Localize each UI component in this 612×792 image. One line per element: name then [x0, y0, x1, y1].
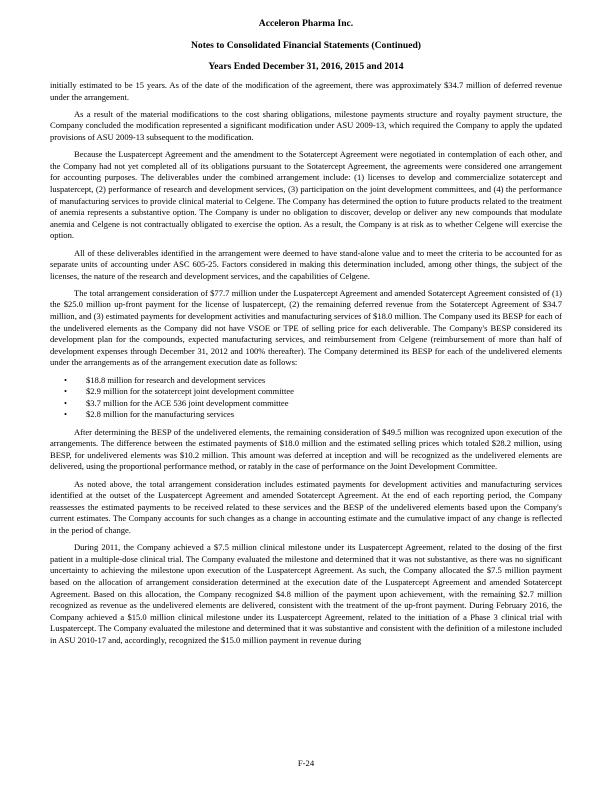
- paragraph-6: After determining the BESP of the undelivered elements, the remaining consideration of $49.5 million was recognized upon execution of the arrangements. The difference between the estimated payments of $18.0 million and the estimated selling prices which totaled $28.2 million, using BESP, for undelivered elements was $10.2 million. This amount was deferred at inception and will be recognized as the undelivered elements are delivered, using the proportional performance method, or ratably in the case of performance on the Joint Development Committee.: [50, 426, 562, 472]
- bullet-item: [50, 409, 562, 421]
- paragraph-5: The total arrangement consideration of $77.7 million under the Luspatercept Agreement and amended Sotatercept Agreement consisted of (1) the $25.0 million up-front payment for the license of luspatercept, (2) the remaining deferred revenue from the Sotatercept Agreement of $34.7 million, and (3) estimated payments for development activities and manufacturing services of $18.0 million. The Company used its BESP for each of the undelivered elements as the Company did not have VSOE or TPE of selling price for each deliverable. The Company's BESP considered its development plan for the compounds, expected manufacturing services, and reimbursement from Celgene (reimbursement of more than half of development expenses through December 31, 2012 and 100% thereafter). The Company determined its BESP for each of the undelivered elements under the arrangements as of the arrangement execution date as follows:: [50, 287, 562, 368]
- besp-bullet-list: [50, 375, 562, 421]
- company-name: Acceleron Pharma Inc.: [258, 18, 354, 29]
- statement-period: Years Ended December 31, 2016, 2015 and 2014: [208, 61, 404, 72]
- bullet-text: $2.8 million for the manufacturing services: [86, 409, 235, 420]
- bullet-icon: •: [64, 386, 67, 397]
- bullet-item: [50, 386, 562, 398]
- paragraph-4: All of these deliverables identified in the arrangement were deemed to have stand-alone value and to meet the criteria to be accounted for as separate units of accounting under ASC 605-25. Factors considered in making this determination included, among other things, the subject of the licenses, the nature of the research and development services, and the capabilities of Celgene.: [50, 247, 562, 281]
- paragraph-2: As a result of the material modifications to the cost sharing obligations, milestone payments structure and royalty payment structure, the Company concluded the modification represented a significant modification under ASU 2009-13, which required the Company to apply the updated provisions of ASU 2009-13 subsequent to the modification.: [50, 108, 562, 142]
- bullet-icon: •: [64, 374, 67, 385]
- paragraph-7: As noted above, the total arrangement consideration includes estimated payments for development activities and manufacturing services identified at the outset of the Luspatercept Agreement and amended Sotatercept Agreement. At the end of each reporting period, the Company reassesses the estimated payments to be received related to these services and the BESP of the undelivered elements based upon the Company's current estimates. The Company accounts for such changes as a change in accounting estimate and the cumulative impact of any change is reflected in the period of change.: [50, 478, 562, 535]
- bullet-item: [50, 398, 562, 410]
- page-number: F-24: [297, 758, 315, 768]
- bullet-text: $3.7 million for the ACE 536 joint development committee: [86, 397, 289, 408]
- bullet-item: [50, 375, 562, 387]
- bullet-icon: •: [64, 409, 67, 420]
- bullet-text: $18.8 million for research and development services: [86, 374, 266, 385]
- document-body: [50, 80, 562, 652]
- bullet-icon: •: [64, 397, 67, 408]
- paragraph-3: Because the Luspatercept Agreement and the amendment to the Sotatercept Agreement were negotiated in contemplation of each other, and the Company had not yet completed all of its obligations pursuant to the Sotatercept Agreement, the agreements were considered one arrangement for accounting purposes. The deliverables under the combined arrangement include: (1) licenses to develop and commercialize sotatercept and luspatercept, (2) performance of research and development services, (3) participation on the joint development committees, and (4) the performance of manufacturing services to provide clinical material to Celgene. The Company has determined the option to future products related to the treatment of anemia represents a substantive option. The Company is under no obligation to discover, develop or deliver any new compounds that modulate anemia and Celgene is not contractually obligated to exercise the option. As a result, the Company is at risk as to whether Celgene will exercise the option.: [50, 149, 562, 241]
- paragraph-1: initially estimated to be 15 years. As of the date of the modification of the agreement, there was approximately $34.7 million of deferred revenue under the arrangement.: [50, 80, 562, 102]
- statement-title: Notes to Consolidated Financial Statements (Continued): [191, 40, 421, 51]
- bullet-text: $2.9 million for the sotatercept joint development committee: [86, 386, 294, 397]
- paragraph-8: During 2011, the Company achieved a $7.5 million clinical milestone under its Luspatercept Agreement, related to the dosing of the first patient in a multiple-dose clinical trial. The Company evaluated the milestone and determined that it was not substantive, as there was no significant uncertainty to achieving the milestone upon execution of the Luspatercept Agreement. As such, the Company allocated the $7.5 million payment based on the allocation of arrangement consideration determined at the execution date of the Luspatercept Agreement and amended Sotatercept Agreement. Based on this allocation, the Company recognized $4.8 million of the payment upon achievement, with the remaining $2.7 million recognized as revenue as the undelivered elements are delivered, consistent with the treatment of the up-front payment. During February 2016, the Company achieved a $15.0 million clinical milestone under its Luspatercept Agreement, related to the initiation of a Phase 3 clinical trial with Luspatercept. The Company evaluated the milestone and determined that it was substantive and consistent with the definition of a milestone included in ASU 2010-17 and, accordingly, recognized the $15.0 million payment in revenue during: [50, 542, 562, 645]
